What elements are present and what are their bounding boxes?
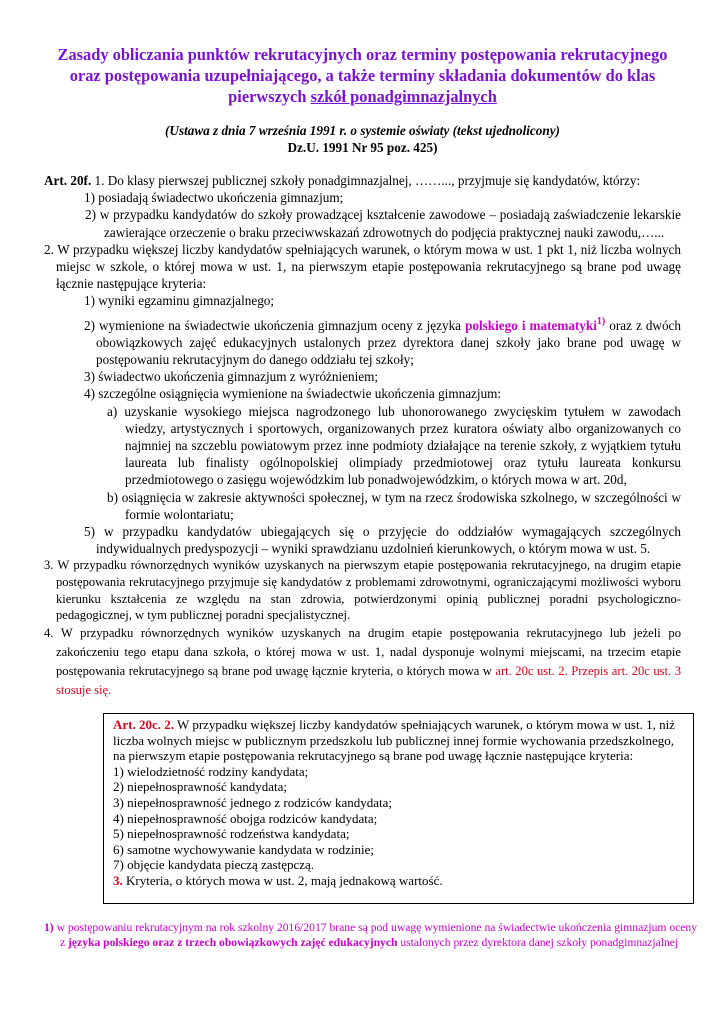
art20f-paragraph-3: 3. W przypadku równorzędnych wyników uzyskanych na pierwszym etapie postępowania rekrutacyjnego, na drugim etapie postępowania rekrutacyjnego przyjmuje się kandydatów z problemami zdrowotnymi, ograniczającymi możliwości wyboru kierunku kształcenia ze względu na stan zdrowia, potwierdzonymi opinią publicznej poradni psychologiczno-pedagogicznej, w tym publicznej poradni specjalistycznej. [44, 558, 681, 623]
art20f-p2-item-4b: b) osiągnięcia w zakresie aktywności społecznej, w tym na rzecz środowiska szkolnego, w szczególności w formie wolontariatu; [107, 489, 681, 522]
art20c-item-2: 2) niepełnosprawność kandydata; [113, 779, 288, 795]
art20f-p2-item-4: 4) szczególne osiągnięcia wymienione na świadectwie ukończenia gimnazjum: [84, 386, 502, 402]
art20f-label: Art. 20f. [44, 173, 92, 188]
art20c-paragraph-3 [113, 873, 685, 889]
art20c-label: Art. 20c. 2. [113, 717, 175, 732]
footnote-text-a: w postępowaniu rekrutacyjnym na rok szkolny 2016/2017 brane są pod uwagę wymienione na świadectwie ukończenia gimnazjum oceny z [53, 921, 697, 950]
document-title [40, 44, 685, 107]
art20f-p4-text: 4. W przypadku równorzędnych wyników uzyskanych na drugim etapie postępowania rekrutacyjnego lub jeżeli po zakończeniu tego etapu dana szkoła, o której mowa w ust. 1, nadal dysponuje wolnymi miejscami, na trzecim etapie postępowania rekrutacyjnego są brane pod uwagę łącznie kryteria, o których mowa w [44, 625, 681, 678]
act-reference-line-2: Dz.U. 1991 Nr 95 poz. 425) [287, 140, 438, 155]
art20f-p2-item-1: 1) wyniki egzaminu gimnazjalnego; [84, 293, 275, 309]
art20f-p1-item-1: 1) posiadają świadectwo ukończenia gimnazjum; [84, 190, 344, 206]
art20c-item-1: 1) wielodzietność rodziny kandydata; [113, 763, 309, 779]
art20f-p1-item-2: 2) w przypadku kandydatów do szkoły prowadzącej kształcenie zawodowe – posiadają zaświadczenie lekarskie zawierające orzeczenie o braku przeciwwskazań zdrowotnych do podjęcia praktycznej nauki zawodu,…... [85, 207, 681, 240]
art20c-intro [113, 717, 685, 764]
article-20c-box [103, 713, 694, 904]
footnote-number: 1) [44, 921, 54, 934]
art20c-item-7: 7) objęcie kandydata pieczą zastępczą. [113, 857, 315, 873]
act-reference [40, 122, 685, 156]
art20f-p1-text: 1. Do klasy pierwszej publicznej szkoły ponadgimnazjalnej, ……..., przyjmuje się kandydatów, którzy: [91, 173, 641, 188]
footnote-text-b: ustalonych przez dyrektora danej szkoły ponadgimnazjalnej [397, 936, 679, 950]
article-20f [44, 172, 681, 700]
title-line-1: Zasady obliczania punktów rekrutacyjnych oraz terminy postępowania rekrutacyjnego [57, 45, 668, 64]
art20f-p2-item-4a: a) uzyskanie wysokiego miejsca nagrodzonego lub uhonorowanego zwycięskim tytułem w zawodach wiedzy, artystycznych i sportowych, organizowanych przez kuratora oświaty albo organizowanych co najmniej na szczeblu powiatowym przez inne podmioty działające na terenie szkoły, z wyjątkiem tytułu laureata lub finalisty ogólnopolskiej olimpiady przedmiotowej oraz tytułu laureata konkursu przedmiotowego o zasięgu wojewódzkim lub ponadwojewódzkim, o których mowa w art. 20d, [107, 403, 681, 488]
art20c-item-6: 6) samotne wychowywanie kandydata w rodzinie; [113, 841, 375, 857]
title-line-3-start: pierwszych [228, 87, 311, 106]
art20f-p2-item-3: 3) świadectwo ukończenia gimnazjum z wyróżnieniem; [84, 369, 379, 385]
footnote-bold: języka polskiego oraz z trzech obowiązkowych zajęć edukacyjnych [68, 936, 398, 950]
art20f-paragraph-4 [44, 624, 681, 700]
art20c-item-5: 5) niepełnosprawność rodzeństwa kandydata; [113, 826, 350, 842]
art20c-intro-text: W przypadku większej liczby kandydatów spełniających warunek, o którym mowa w ust. 1, niż liczba wolnych miejsc w publicznym przedszkolu lub publicznej innej formie wychowania przedszkolnego, na pierwszym etapie postępowania rekrutacyjnego są brane pod uwagę łącznie następujące kryteria: [113, 717, 675, 764]
title-line-2: oraz postępowania uzupełniającego, a także terminy składania dokumentów do klas [69, 66, 656, 85]
title-underlined: szkół ponadgimnazjalnych [310, 87, 497, 106]
footnote [44, 920, 697, 951]
art20c-item-3: 3) niepełnosprawność jednego z rodziców kandydata; [113, 794, 393, 810]
title-line-3 [40, 86, 685, 107]
art20c-p3-text: Kryteria, o których mowa w ust. 2, mają jednakową wartość. [122, 872, 443, 888]
footnote-ref[interactable]: 1) [596, 315, 606, 327]
art20f-p2-item-2 [44, 313, 681, 369]
art20f-p4-reference: art. 20c ust. 2. Przepis art. 20c ust. 3 stosuje się. [56, 663, 681, 697]
item-2-text-a: 2) wymienione na świadectwie ukończenia gimnazjum oceny z języka [84, 317, 466, 333]
art20f-paragraph-1 [44, 172, 681, 189]
art20f-p2-item-5: 5) w przypadku kandydatów ubiegających się o przyjęcie do oddziałów wymagających szczególnych indywidualnych predyspozycji – wyniki sprawdzianu uzdolnień kierunkowych, o którym mowa w ust. 5. [84, 524, 681, 557]
art20c-p3-number: 3. [113, 872, 123, 888]
item-2-text-b: oraz z dwóch obowiązkowych zajęć edukacyjnych ustalonych przez dyrektora danej szkoły jako brane pod uwagę w postępowaniu rekrutacyjnym do danego oddziału tej szkoły; [96, 317, 681, 368]
highlight-subjects: polskiego i matematyki [465, 317, 597, 333]
art20c-item-4: 4) niepełnosprawność obojga rodziców kandydata; [113, 810, 378, 826]
art20f-paragraph-2: 2. W przypadku większej liczby kandydatów spełniających warunek, o którym mowa w ust. 1 pkt 1, niż liczba wolnych miejsc w szkole, o której mowa w ust. 1, na pierwszym etapie postępowania rekrutacyjnego są brane pod uwagę łącznie następujące kryteria: [44, 241, 681, 292]
act-reference-line-1: (Ustawa z dnia 7 września 1991 r. o systemie oświaty (tekst ujednolicony) [165, 123, 560, 138]
